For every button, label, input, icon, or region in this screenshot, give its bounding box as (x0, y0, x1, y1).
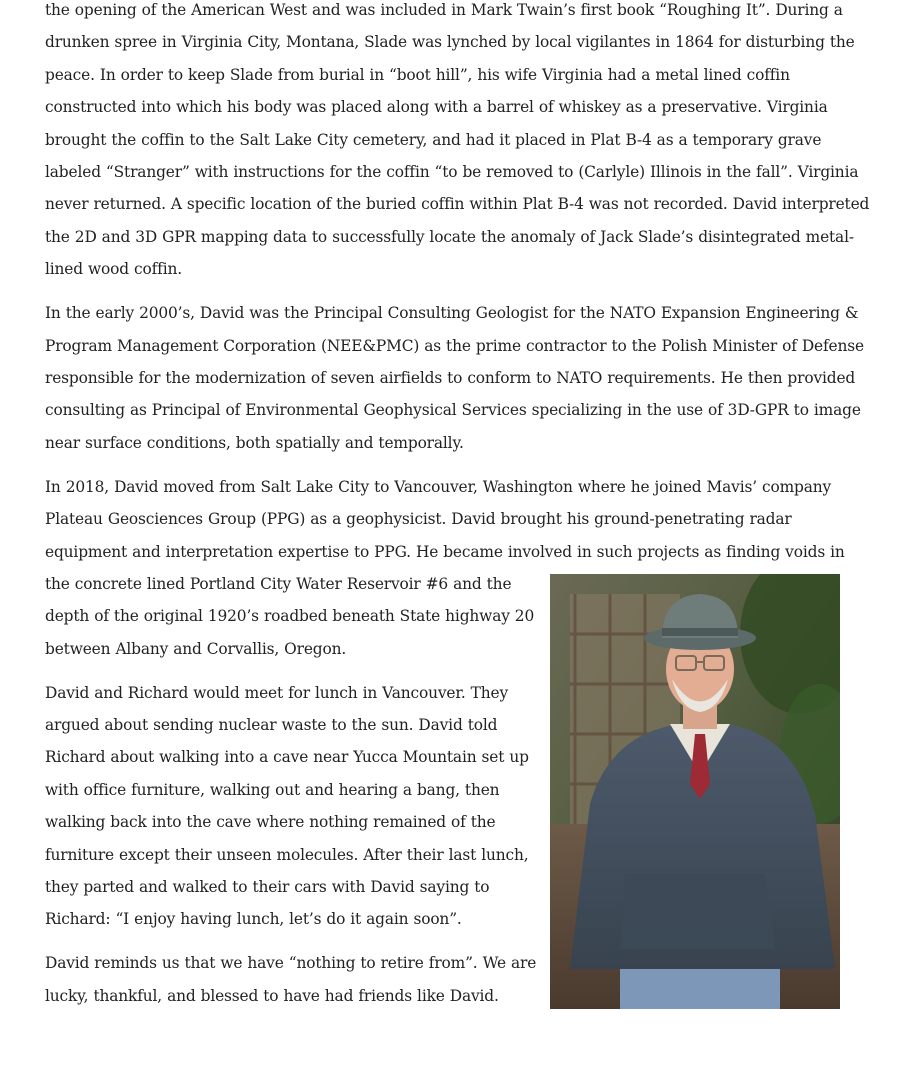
paragraph-slade-coffin: the opening of the American West and was included in Mark Twain’s first book “Roughing It”. During a drunken spree in Virginia City, Montana, Slade was lynched by local vigilantes in 1864 for disturbing the peace. In order to keep Slade from burial in “boot hill”, his wife Virginia had a metal lined coffin constructed into which his body was placed along with a barrel of whiskey as a preservative. Virginia brought the coffin to the Salt Lake City cemetery, and had it placed in Plat B-4 as a temporary grave labeled “Stranger” with instructions for the coffin “to be removed to (Carlyle) Illinois in the fall”. Virginia never returned. A specific location of the buried coffin within Plat B-4 was not recorded. David interpreted the 2D and 3D GPR mapping data to successfully locate the anomaly of Jack Slade’s disintegrated metal-lined wood coffin. (45, 1, 870, 279)
paragraph-move-vancouver: In 2018, David moved from Salt Lake City to Vancouver, Washington where he joined Mavis’ company Plateau Geosciences Group (PPG) as a geophysicist. David brought his ground-penetrating radar equipment and interpretation expertise to PPG. He became involved in such projects as finding voids in (45, 477, 845, 561)
paragraph-lunch-story: David and Richard would meet for lunch in Vancouver. They argued about sending nuclear waste to the sun. David told Richard about walking into a cave near Yucca Mountain set up with office furniture, walking out and hearing a bang, then walking back into the cave where nothing remained of the furniture except their unseen molecules. After their last lunch, they parted and walked to their cars with David saying to Richard: “I enjoy having lunch, let’s do it again soon”. (45, 683, 529, 929)
paragraph-ppg-projects: the concrete lined Portland City Water Reservoir #6 and the depth of the original 1920’s roadbed beneath State highway 20 between Albany and Corvallis, Oregon. (45, 574, 535, 658)
paragraph-closing: David reminds us that we have “nothing to retire from”. We are lucky, thankful, and blessed to have had friends like David. (45, 954, 537, 1005)
portrait-photo (550, 574, 840, 1009)
paragraph-nato-consulting: In the early 2000’s, David was the Principal Consulting Geologist for the NATO Expansion Engineering & Program Management Corporation (NEE&PMC) as the prime contractor to the Polish Minister of Defense responsible for the modernization of seven airfields to conform to NATO requirements. He then provided consulting as Principal of Environmental Geophysical Services specializing in the use of 3D-GPR to image near surface conditions, both spatially and temporally. (45, 304, 864, 452)
narrow-column (45, 568, 543, 1012)
